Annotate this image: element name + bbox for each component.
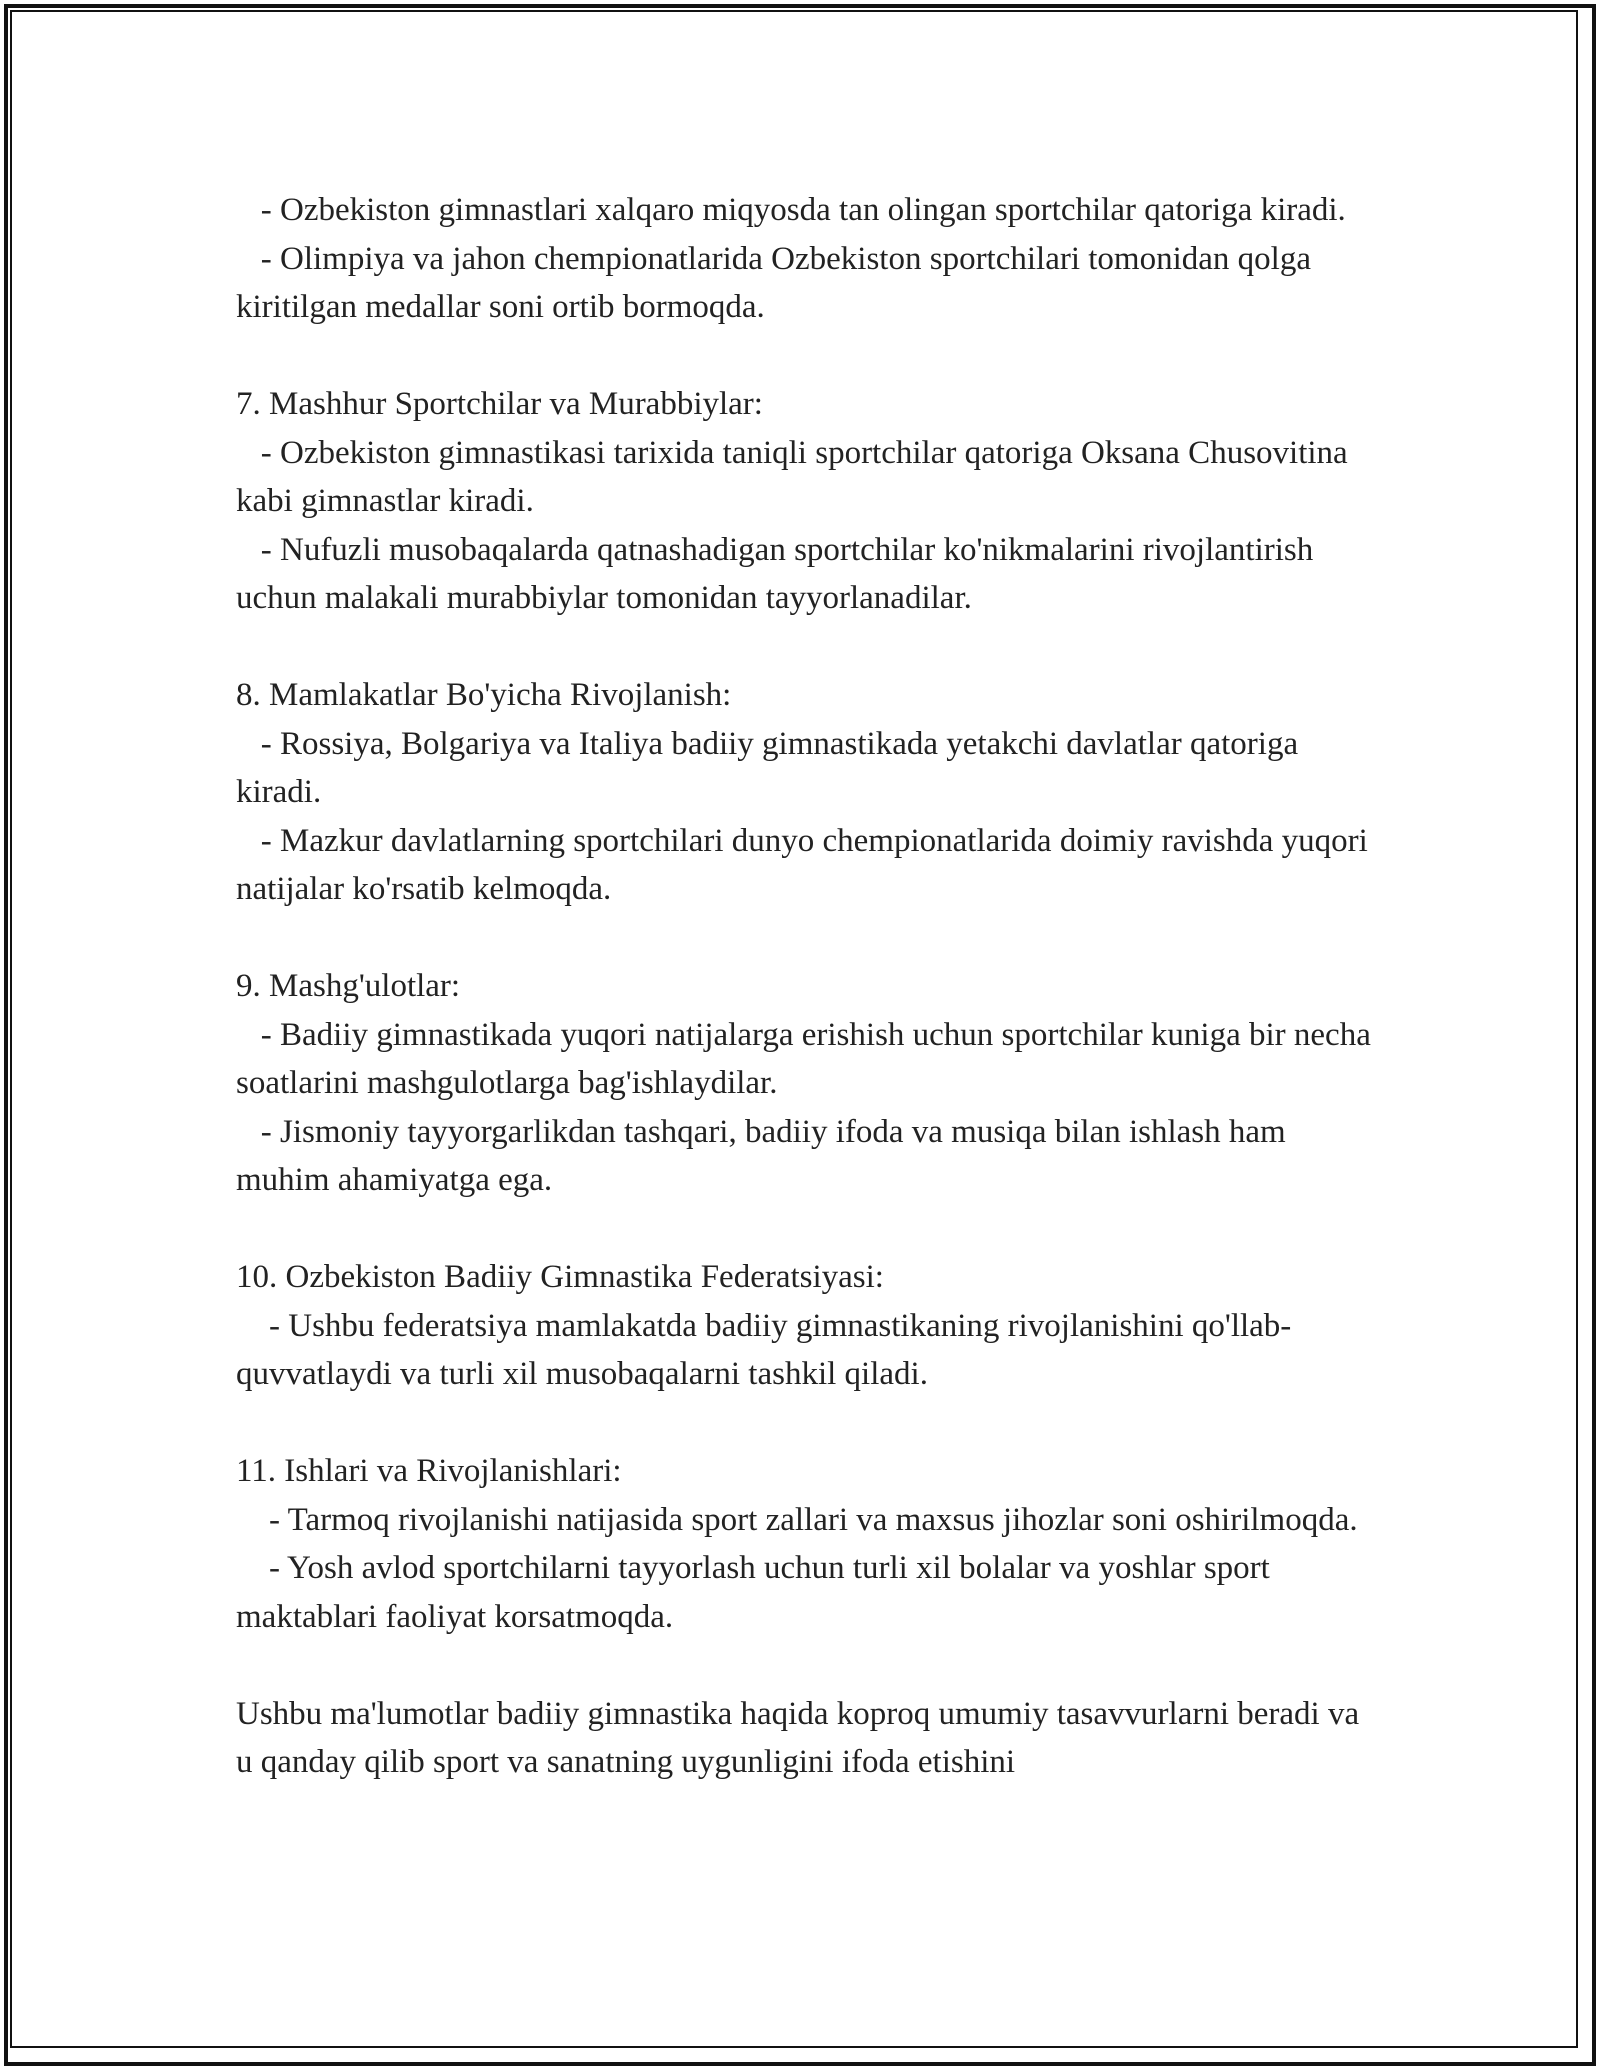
section-item: - Nufuzli musobaqalarda qatnashadigan sportchilar ko'nikmalarini rivojlantirish uchun malakali murabbiylar tomonidan tayyorlanadilar. bbox=[236, 531, 1322, 616]
paragraph-gap bbox=[236, 332, 1376, 381]
section-8 bbox=[236, 671, 1376, 914]
section-item: - Badiiy gimnastikada yuqori natijalarga erishish uchun sportchilar kuniga bir necha soatlarini mashgulotlarga bag'ishlaydilar. bbox=[236, 1016, 1380, 1101]
paragraph-gap bbox=[236, 1205, 1376, 1254]
section-item: - Mazkur davlatlarning sportchilari dunyo chempionatlarida doimiy ravishda yuqori natijalar ko'rsatib kelmoqda. bbox=[236, 822, 1377, 907]
paragraph-gap bbox=[236, 1399, 1376, 1448]
section-item: - Ozbekiston gimnastikasi tarixida taniqli sportchilar qatoriga Oksana Chusovitina kabi gimnastlar kiradi. bbox=[236, 434, 1356, 519]
section-heading: 8. Mamlakatlar Bo'yicha Rivojlanish: bbox=[236, 677, 732, 713]
section-11 bbox=[236, 1447, 1376, 1641]
section-item: - Tarmoq rivojlanishi natijasida sport zallari va maxsus jihozlar soni oshirilmoqda. bbox=[236, 1501, 1358, 1538]
section-heading: 7. Mashhur Sportchilar va Murabbiylar: bbox=[236, 386, 763, 422]
section-item: - Yosh avlod sportchilarni tayyorlash uchun turli xil bolalar va yoshlar sport maktablari faoliyat korsatmoqda. bbox=[236, 1550, 1279, 1635]
section-10 bbox=[236, 1253, 1376, 1399]
section-heading: 9. Mashg'ulotlar: bbox=[236, 968, 461, 1004]
section-item: - Jismoniy tayyorgarlikdan tashqari, badiiy ifoda va musiqa bilan ishlash ham muhim ahamiyatga ega. bbox=[236, 1113, 1294, 1198]
section-item: - Ushbu federatsiya mamlakatda badiiy gimnastikaning rivojlanishini qo'llab-quvvatlaydi va turli xil musobaqalarni tashkil qiladi. bbox=[236, 1307, 1292, 1392]
section-7 bbox=[236, 380, 1376, 623]
intro-item-2: - Olimpiya va jahon chempionatlarida Ozbekiston sportchilari tomonidan qolga kiritilgan medallar soni ortib bormoqda. bbox=[236, 240, 1320, 325]
section-heading: 10. Ozbekiston Badiiy Gimnastika Federatsiyasi: bbox=[236, 1259, 884, 1295]
paragraph-gap bbox=[236, 914, 1376, 963]
closing-paragraph: Ushbu ma'lumotlar badiiy gimnastika haqida koproq umumiy tasavvurlarni beradi va u qanday qilib sport va sanatning uygunligini ifoda etishini bbox=[236, 1695, 1368, 1780]
paragraph-gap bbox=[236, 1641, 1376, 1690]
section-9 bbox=[236, 962, 1380, 1205]
intro-item-1: - Ozbekiston gimnastlari xalqaro miqyosda tan olingan sportchilar qatoriga kiradi. bbox=[236, 192, 1346, 228]
paragraph-gap bbox=[236, 623, 1376, 672]
section-item: - Rossiya, Bolgariya va Italiya badiiy gimnastikada yetakchi davlatlar qatoriga kiradi. bbox=[236, 725, 1307, 810]
document-body bbox=[236, 186, 1380, 1787]
section-heading: 11. Ishlari va Rivojlanishlari: bbox=[236, 1453, 622, 1489]
